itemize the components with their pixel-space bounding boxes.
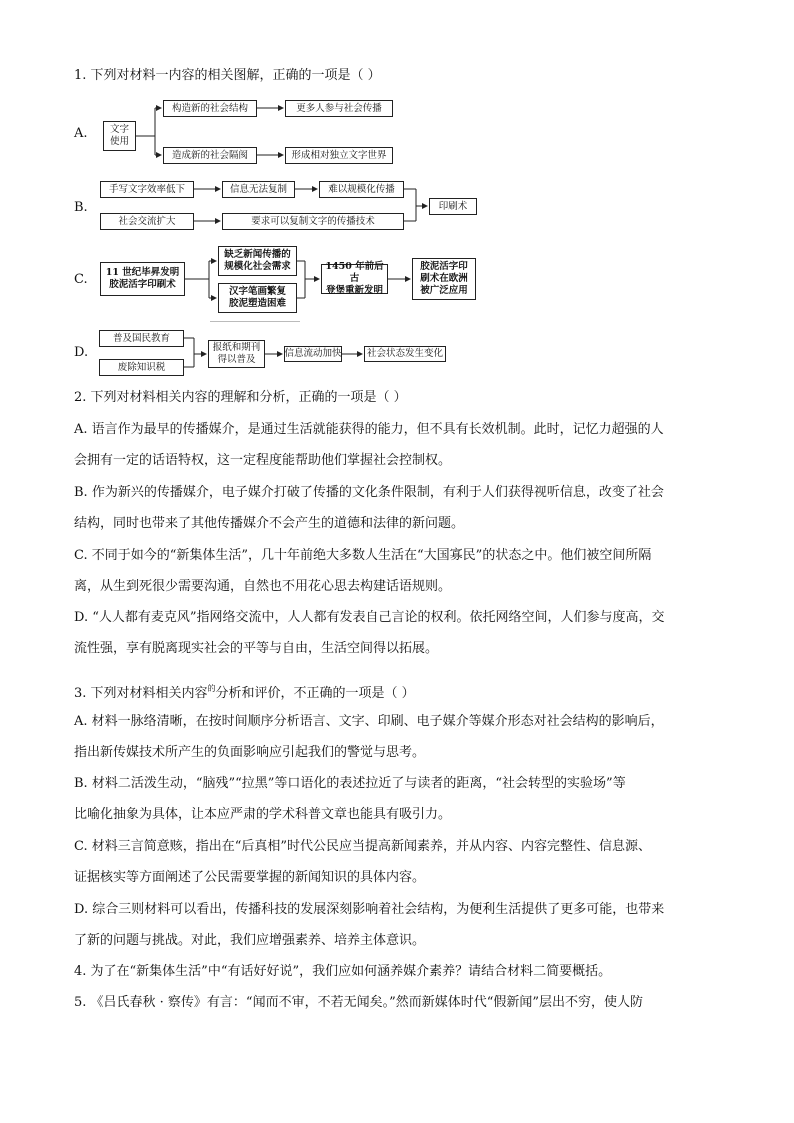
q2-option-c-line1: C. 不同于如今的“新集体生活”，几十年前绝大多数人生活在“大国寡民”的状态之中。他们被空间所隔: [74, 548, 652, 563]
box-b-right-top: 难以规模化传播: [319, 181, 404, 198]
question-1-stem: 1. 下列对材料一内容的相关图解，正确的一项是（ ）: [74, 68, 381, 83]
q2-option-c-line2: 离，从生到死很少需要沟通，自然也不用花心思去构建话语规则。: [74, 579, 452, 594]
box-a-mid-bottom: 造成新的社会隔阂: [163, 147, 257, 164]
q3-option-b-line2: 比喻化抽象为具体，让本应严肃的学术科普文章也能具有吸引力。: [74, 807, 452, 822]
q3-option-c-line2: 证据核实等方面阐述了公民需要掌握的新闻知识的具体内容。: [74, 870, 426, 885]
box-c-left: 11 世纪毕昇发明 胶泥活字印刷术: [100, 262, 185, 296]
q3-option-c-line1: C. 材料三言简意赅，指出在“后真相”时代公民应当提高新闻素养，并从内容、内容完整性、信息源、: [74, 839, 652, 854]
q3-option-b-line1: B. 材料二活泼生动，“脑残”“拉黑”等口语化的表述拉近了与读者的距离，“社会转型的实验场”等: [74, 776, 626, 791]
q2-option-d-line1: D. “人人都有麦克风”指网络交流中，人人都有发表自己言论的权利。依托网络空间，人们参与度高，交: [74, 610, 665, 625]
question-5: 5. 《吕氏春秋 · 察传》有言：“闻而不审，不若无闻矣。”然而新媒体时代“假新闻”层出不穷，使人防: [74, 995, 644, 1010]
question-4: 4. 为了在“新集体生活”中“有话好好说”，我们应如何涵养媒介素养？请结合材料二简要概括。: [74, 964, 612, 979]
q2-option-a-line1: A. 语言作为最早的传播媒介，是通过生活就能获得的能力，但不具有长效机制。此时，记忆力超强的人: [74, 422, 664, 437]
q2-option-b-line1: B. 作为新兴的传播媒介，电子媒介打破了传播的文化条件限制，有利于人们获得视听信息，改变了社会: [74, 485, 664, 500]
q2-option-a-line2: 会拥有一定的话语特权，这一定程度能帮助他们掌握社会控制权。: [74, 453, 452, 468]
q3-stem-part-a: 3. 下列对材料相关内容: [74, 686, 208, 701]
option-d-letter: D.: [74, 345, 89, 360]
q2-option-d-line2: 流性强，享有脱离现实社会的平等与自由，生活空间得以拓展。: [74, 641, 439, 656]
option-c-letter: C.: [74, 272, 88, 287]
box-d-result: 社会状态发生变化: [364, 346, 446, 362]
q3-option-d-line1: D. 综合三则材料可以看出，传播科技的发展深刻影响着社会结构，为便利生活提供了更多可能，也带来: [74, 902, 665, 917]
box-c-next: 1450 年前后古 登堡重新发明: [321, 264, 388, 294]
box-c-mid-bottom: 汉字笔画繁复 胶泥塑造困难: [218, 283, 297, 313]
q3-option-a-line2: 指出新传媒技术所产生的负面影响应引起我们的警觉与思考。: [74, 745, 426, 760]
box-a-mid-top: 构造新的社会结构: [163, 100, 257, 117]
box-b-result: 印刷术: [429, 198, 477, 215]
box-c-result: 胶泥活字印 刷术在欧洲 被广泛应用: [412, 258, 476, 300]
box-b-left-top: 手写文字效率低下: [100, 181, 194, 198]
box-b-mid-bottom: 要求可以复制文字的传播技术: [222, 213, 404, 230]
box-a-right-top: 更多人参与社会传播: [285, 100, 393, 117]
box-a-source: 文字 使用: [103, 121, 136, 151]
q3-stem-part-b: 分析和评价，不正确的一项是（ ）: [215, 686, 415, 701]
question-3-stem: [74, 681, 415, 702]
option-b-letter: B.: [74, 200, 88, 215]
question-2-stem: 2. 下列对材料相关内容的理解和分析，正确的一项是（ ）: [74, 390, 407, 405]
option-a-letter: A.: [74, 126, 88, 141]
box-d-left-bottom: 废除知识税: [99, 359, 184, 376]
box-a-right-bottom: 形成相对独立文字世界: [285, 147, 393, 164]
box-d-left-top: 普及国民教育: [99, 330, 184, 347]
q2-option-b-line2: 结构，同时也带来了其他传播媒介不会产生的道德和法律的新问题。: [74, 516, 465, 531]
box-b-mid-top: 信息无法复制: [222, 181, 295, 198]
box-d-next: 信息流动加快: [284, 346, 342, 362]
q3-option-a-line1: A. 材料一脉络清晰，在按时间顺序分析语言、文字、印刷、电子媒介等媒介形态对社会结构的影响后，: [74, 714, 664, 729]
box-d-mid: 报纸和期刊 得以普及: [208, 340, 265, 368]
box-c-mid-top: 缺乏新闻传播的 规模化社会需求: [218, 246, 297, 276]
q3-stem-superscript: 的: [207, 684, 216, 693]
box-b-left-bottom: 社会交流扩大: [100, 213, 194, 230]
q3-option-d-line2: 了新的问题与挑战。对此，我们应增强素养、培养主体意识。: [74, 933, 426, 948]
